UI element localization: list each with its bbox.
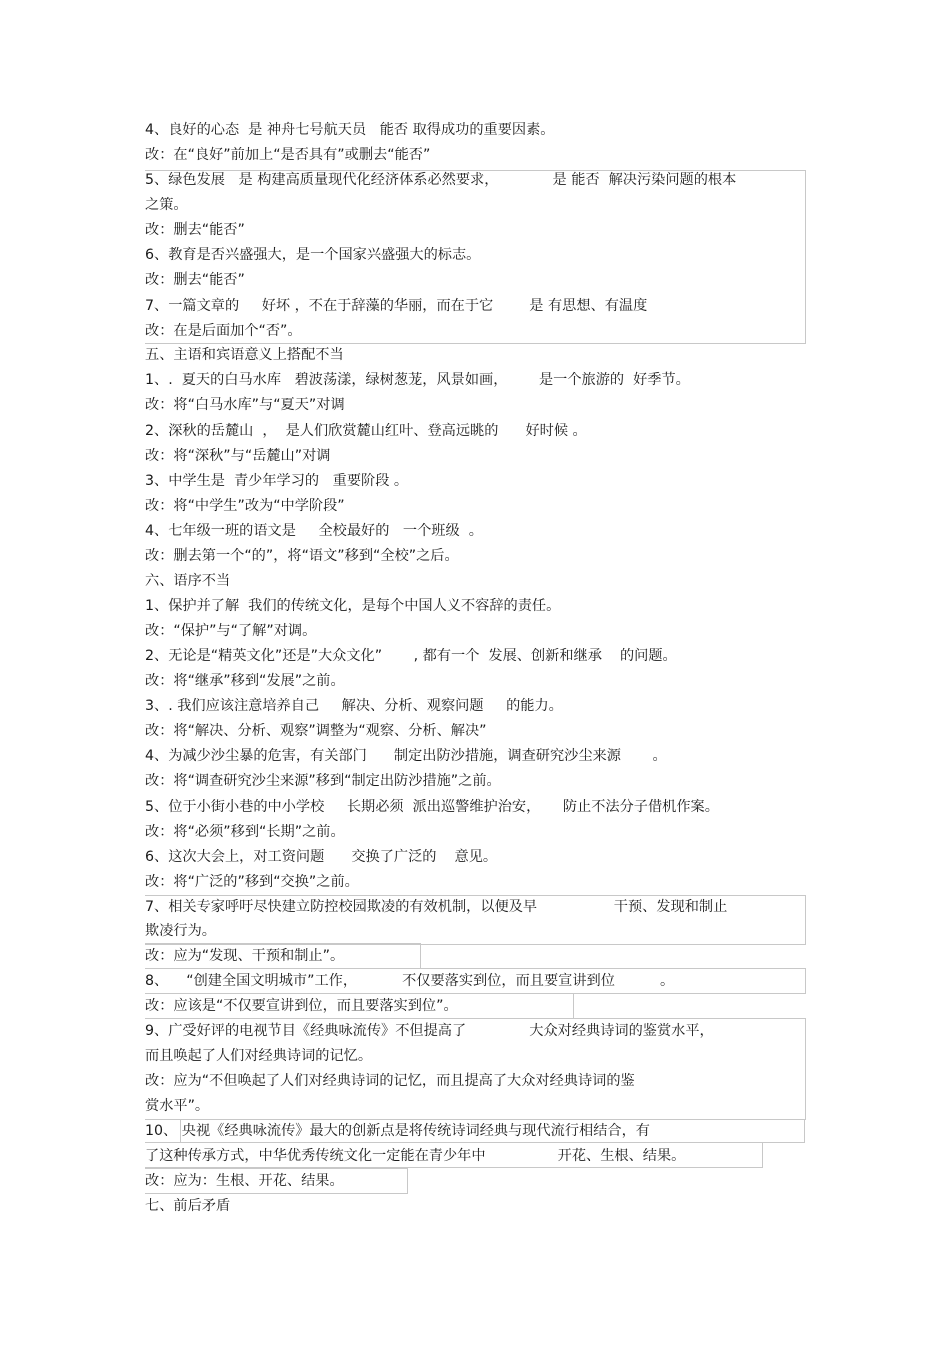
text-line: 3、中学生是 青少年学习的 重要阶段 。: [145, 473, 409, 489]
correction-line: 改：在“良好”前加上“是否具有”或删去“能否”: [145, 147, 431, 163]
text-line: 欺凌行为。: [145, 923, 216, 939]
section-heading: 六、语序不当: [145, 573, 231, 589]
text-line: 了这种传承方式，中华优秀传统文化一定能在青少年中 开花、生根、结果。: [145, 1148, 686, 1164]
correction-line: 改：删去“能否”: [145, 272, 245, 288]
text-line: 9、广受好评的电视节目《经典咏流传》不但提高了 大众对经典诗词的鉴赏水平，: [145, 1023, 714, 1039]
text-line: 4、七年级一班的语文是 全校最好的 一个班级 。: [145, 523, 483, 539]
text-line: 4、良好的心态 是 神舟七号航天员 能否 取得成功的重要因素。: [145, 122, 555, 138]
correction-line: 改：将“继承”移到“发展”之前。: [145, 673, 345, 689]
text-line: 7、相关专家呼吁尽快建立防控校园欺凌的有效机制，以便及早 干预、发现和制止: [145, 899, 728, 915]
text-line: 5、位于小街小巷的中小学校 长期必须 派出巡警维护治安， 防止不法分子借机作案。: [145, 799, 719, 815]
text-line: 4、为减少沙尘暴的危害，有关部门 制定出防沙措施，调查研究沙尘来源 。: [145, 748, 667, 764]
text-line: 之策。: [145, 197, 188, 213]
correction-line: 改：将“中学生”改为“中学阶段”: [145, 498, 345, 514]
text-line: 3、. 我们应该注意培养自己 解决、分析、观察问题 的能力。: [145, 698, 563, 714]
correction-line: 赏水平”。: [145, 1098, 210, 1114]
text-line: 6、教育是否兴盛强大，是一个国家兴盛强大的标志。: [145, 247, 481, 263]
correction-line: 改：应该是“不仅要宣讲到位，而且要落实到位”。: [145, 998, 458, 1014]
text-line: 5、绿色发展 是 构建高质量现代化经济体系必然要求， 是 能否 解决污染问题的根本: [145, 172, 737, 188]
text-line: 1、. 夏天的白马水库 碧波荡漾，绿树葱茏，风景如画， 是一个旅游的 好季节。: [145, 372, 690, 388]
text-line: 2、深秋的岳麓山 ， 是人们欣赏麓山红叶、登高远眺的 好时候 。: [145, 423, 587, 439]
correction-line: 改：将“广泛的”移到“交换”之前。: [145, 874, 359, 890]
correction-line: 改：将“调查研究沙尘来源”移到“制定出防沙措施”之前。: [145, 773, 501, 789]
correction-line: 改：删去第一个“的”，将“语文”移到“全校”之后。: [145, 548, 459, 564]
correction-line: 改：应为“不但唤起了人们对经典诗词的记忆，而且提高了大众对经典诗词的鉴: [145, 1073, 635, 1089]
text-line: 8、 “创建全国文明城市”工作， 不仅要落实到位，而且要宣讲到位 。: [145, 973, 675, 989]
correction-line: 改：应为“发现、干预和制止”。: [145, 948, 345, 964]
text-line: 1、保护并了解 我们的传统文化，是每个中国人义不容辞的责任。: [145, 598, 561, 614]
section-heading: 五、主语和宾语意义上搭配不当: [145, 347, 344, 363]
correction-line: 改：删去“能否”: [145, 222, 245, 238]
text-line: 而且唤起了人们对经典诗词的记忆。: [145, 1048, 373, 1064]
section-heading: 七、前后矛盾: [145, 1198, 231, 1214]
text-line: 2、无论是“精英文化”还是”大众文化” , 都有一个 发展、创新和继承 的问题。: [145, 648, 677, 664]
text-line: 10、 央视《经典咏流传》最大的创新点是将传统诗词经典与现代流行相结合，有: [145, 1123, 650, 1139]
correction-line: 改：在是后面加个“否”。: [145, 323, 302, 339]
correction-line: 改：将“白马水库”与“夏天”对调: [145, 397, 345, 413]
correction-line: 改：应为：生根、开花、结果。: [145, 1173, 344, 1189]
correction-line: 改：将“深秋”与“岳麓山”对调: [145, 448, 331, 464]
correction-line: 改：“保护”与“了解”对调。: [145, 623, 317, 639]
correction-line: 改：将“解决、分析、观察”调整为“观察、分析、解决”: [145, 723, 487, 739]
text-line: 6、这次大会上，对工资问题 交换了广泛的 意见。: [145, 849, 498, 865]
correction-line: 改：将“必须”移到“长期”之前。: [145, 824, 345, 840]
text-line: 7、一篇文章的 好坏 ，不在于辞藻的华丽，而在于它 是 有思想、有温度: [145, 298, 648, 314]
